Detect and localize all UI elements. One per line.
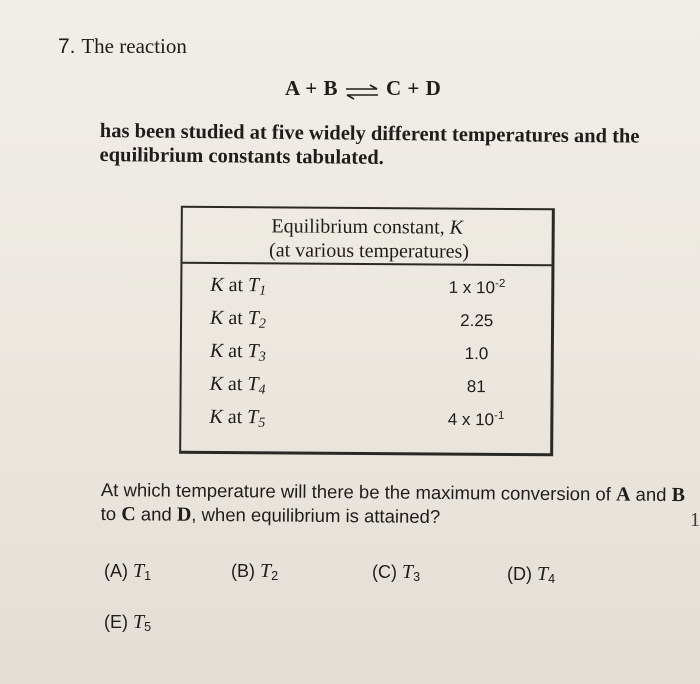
header-line-2: (at various temperatures) xyxy=(269,239,470,263)
table-row xyxy=(182,369,551,405)
option-d[interactable]: (D) $T_4$ xyxy=(507,563,556,587)
table-header xyxy=(182,208,551,267)
row-value: 4 x $10^{-1}$ xyxy=(447,410,505,430)
row-value: 81 xyxy=(466,377,486,397)
products: C + D xyxy=(385,76,442,100)
table-row xyxy=(182,303,551,339)
question-header xyxy=(58,34,187,59)
header-line-1: Equilibrium constant, K xyxy=(271,215,464,239)
option-c[interactable]: (C) $T_3$ xyxy=(372,561,421,585)
row-label: K at $T_3$ xyxy=(209,339,266,365)
row-label: K at $T_2$ xyxy=(210,306,267,332)
row-label: K at $T_1$ xyxy=(210,273,267,299)
table-body xyxy=(181,264,551,438)
question-prompt: At which temperature will there be the maximum conversion of A and B to C and D, when equilibrium is attained? xyxy=(100,478,686,527)
row-value: 2.25 xyxy=(460,311,494,331)
row-label: K at $T_4$ xyxy=(209,372,266,398)
table-row xyxy=(182,336,551,372)
equilibrium-table xyxy=(179,206,555,457)
reaction-equation xyxy=(285,76,441,101)
question-lead: The reaction xyxy=(81,34,187,58)
option-a[interactable]: (A) $T_1$ xyxy=(104,560,152,584)
table-row xyxy=(182,270,551,306)
option-e[interactable]: (E) $T_5$ xyxy=(104,611,152,635)
intro-paragraph: has been studied at five widely different temperatures and the equilibrium constants tabulated. xyxy=(99,119,640,169)
margin-mark: 1 xyxy=(690,509,700,531)
question-number: 7. xyxy=(58,35,76,58)
row-value: 1 x $10^{-2}$ xyxy=(448,278,506,298)
reactants: A + B xyxy=(285,76,338,100)
table-row xyxy=(181,402,550,438)
option-b[interactable]: (B) $T_2$ xyxy=(231,560,279,584)
row-value: 1.0 xyxy=(464,344,489,364)
equilibrium-arrow-icon xyxy=(344,81,380,97)
row-label: K at $T_5$ xyxy=(209,405,266,431)
